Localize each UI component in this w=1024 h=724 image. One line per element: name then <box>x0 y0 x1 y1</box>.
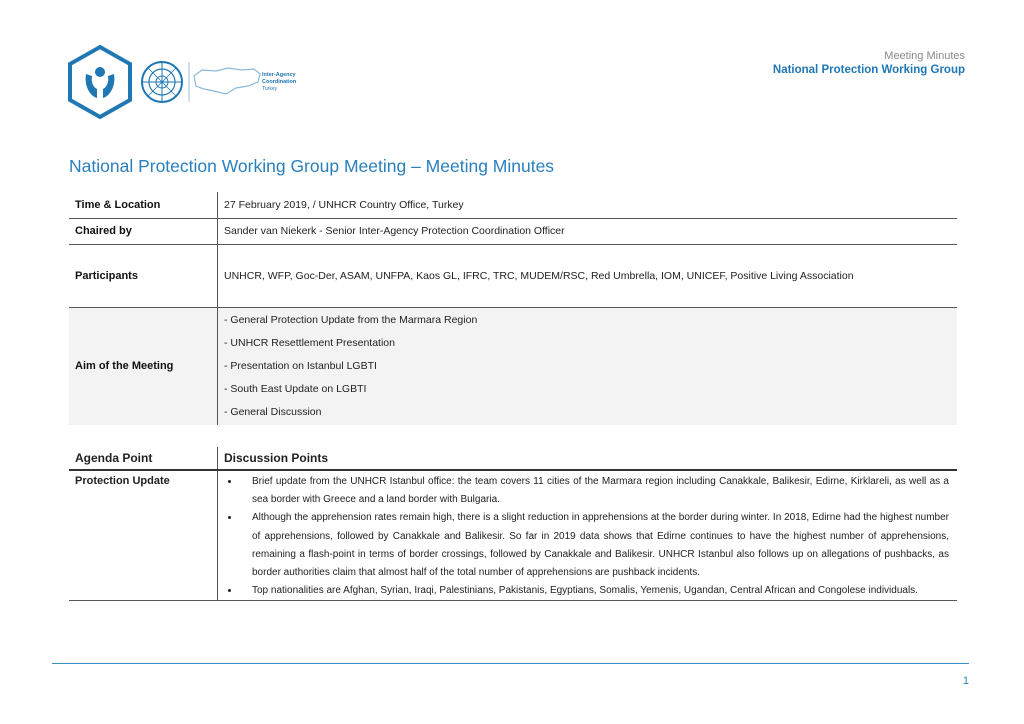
time-location-label: Time & Location <box>69 192 218 218</box>
aim-list <box>218 307 958 425</box>
svg-text:Coordination: Coordination <box>262 79 297 85</box>
turkey-map-icon <box>194 68 260 94</box>
logo-label: Inter-Agency <box>262 72 296 78</box>
agenda-header-row <box>69 447 957 470</box>
doc-type: Meeting Minutes <box>884 50 965 62</box>
aim-label: Aim of the Meeting <box>69 307 218 425</box>
header-logos <box>66 44 306 122</box>
agenda-row <box>69 470 957 601</box>
participants-value: UNHCR, WFP, Goc-Der, ASAM, UNFPA, Kaos GL, IFRC, TRC, MUDEM/RSC, Red Umbrella, IOM, UNICEF, Positive Living Association <box>224 269 854 282</box>
row-aim <box>69 307 957 425</box>
page-number: 1 <box>962 675 969 687</box>
time-location-value: 27 February 2019, / UNHCR Country Office, Turkey <box>224 198 464 211</box>
aim-item: - South East Update on LGBTI <box>224 382 367 395</box>
agenda-table <box>69 447 957 601</box>
un-emblem-icon <box>142 62 182 102</box>
aim-item: - General Discussion <box>224 405 322 418</box>
agenda-point: Protection Update <box>69 470 218 601</box>
aim-item: - General Protection Update from the Marmara Region <box>224 313 478 326</box>
aim-item: - UNHCR Resettlement Presentation <box>224 336 395 349</box>
svg-text:Turkey: Turkey <box>262 86 278 92</box>
inter-agency-hands-icon <box>70 47 130 117</box>
aim-item: - Presentation on Istanbul LGBTI <box>224 359 377 372</box>
discussion-points-header: Discussion Points <box>218 447 958 470</box>
meeting-info-table <box>69 192 957 425</box>
bullet-item: • Brief update from the UNHCR Istanbul office: the team covers 11 cities of the Marmara region including Canakkale, Balikesir, Edirne, Kirklareli, as well as a sea border with Greece and a land border with Bulgaria. <box>240 473 949 509</box>
bullet-item: • Top nationalities are Afghan, Syrian, Iraqi, Palestinians, Pakistanis, Egyptians, Somalis, Yemenis, Ugandan, Central African and Congolese individuals. <box>240 582 949 600</box>
bullet-list <box>224 473 951 600</box>
header-meta <box>773 49 965 78</box>
row-time-location <box>69 192 957 218</box>
row-chaired-by <box>69 218 957 244</box>
chaired-by-label: Chaired by <box>69 218 218 244</box>
row-participants <box>69 244 957 307</box>
page-title: National Protection Working Group Meeting – Meeting Minutes <box>69 156 555 176</box>
bullet-item: • Although the apprehension rates remain high, there is a slight reduction in apprehensions at the border during winter. In 2018, Edirne had the highest number of apprehensions, followed by Canakkale and Balikesir. So far in 2019 data shows that Edirne continues to have the highest number of apprehensions, remaining a flash-point in terms of border crossings, followed by Canakkale and Balikesir. UNHCR Istanbul also follows up on allegations of pushbacks, as border authorities claim that almost half of the total number of apprehensions are pushback incidents. <box>240 509 949 582</box>
footer-divider <box>52 663 969 664</box>
group-name: National Protection Working Group <box>772 64 965 76</box>
agenda-point-header: Agenda Point <box>69 447 218 470</box>
chaired-by-value: Sander van Niekerk - Senior Inter-Agency Protection Coordination Officer <box>224 225 565 237</box>
discussion-points <box>218 470 958 601</box>
participants-label: Participants <box>69 244 218 307</box>
